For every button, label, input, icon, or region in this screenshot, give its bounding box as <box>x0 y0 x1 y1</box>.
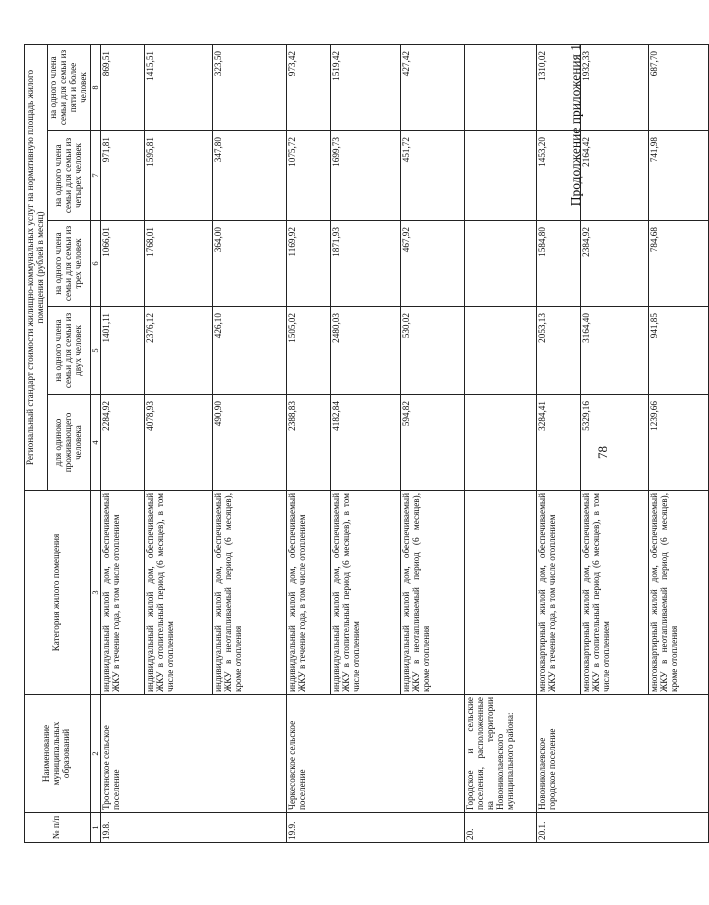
table-row <box>100 44 144 842</box>
value-cell: 687,70 <box>648 44 708 130</box>
municipality-name: Черкесовское сельское поселение <box>286 695 464 813</box>
value-cell: 1066,01 <box>100 221 144 307</box>
housing-category: многоквартирный жилой дом, обеспечиваемый ЖКУ в неотапливаемый период (6 месяцев), кроме отопления <box>648 491 708 695</box>
value-cell: 490,90 <box>212 395 286 491</box>
column-index-row <box>90 44 100 842</box>
value-cell: 467,92 <box>400 221 464 307</box>
housing-category: индивидуальный жилой дом, обеспечиваемый ЖКУ в течение года, в том числе отоплением <box>100 491 144 695</box>
value-cell: 3164,40 <box>580 307 648 395</box>
value-cell: 1505,02 <box>286 307 330 395</box>
value-cell: 1075,72 <box>286 131 330 221</box>
subheader-3: на одного члена семьи для семьи из трех человек <box>47 221 90 307</box>
value-cell: 323,50 <box>212 44 286 130</box>
table-row <box>286 44 330 842</box>
value-cell: 2053,13 <box>536 307 580 395</box>
value-cell: 3284,41 <box>536 395 580 491</box>
housing-category: индивидуальный жилой дом, обеспечиваемый ЖКУ в отопительный период (6 месяцев), в том числе отоплением <box>144 491 212 695</box>
value-cell: 1871,93 <box>330 221 400 307</box>
table-row <box>464 44 536 842</box>
value-cell: 1595,81 <box>144 131 212 221</box>
value-cell: 2388,83 <box>286 395 330 491</box>
value-cell: 2284,92 <box>100 395 144 491</box>
index-7: 7 <box>90 131 100 221</box>
continuation-note: Продолжение приложения 1 <box>568 44 583 207</box>
index-4: 4 <box>90 395 100 491</box>
subheader-2: на одного члена семьи для семьи из двух человек <box>47 307 90 395</box>
value-cell: 426,10 <box>212 307 286 395</box>
value-cell: 347,80 <box>212 131 286 221</box>
value-cell: 1169,92 <box>286 221 330 307</box>
value-cell <box>464 395 536 491</box>
index-8: 8 <box>90 44 100 130</box>
value-cell <box>464 131 536 221</box>
value-cell: 869,51 <box>100 44 144 130</box>
value-cell: 530,02 <box>400 307 464 395</box>
table-row <box>536 44 580 842</box>
index-3: 3 <box>90 491 100 695</box>
row-number: 19.8. <box>100 813 286 843</box>
value-cell: 973,42 <box>286 44 330 130</box>
header-name: Наименование муниципальных образований <box>25 695 91 813</box>
value-cell: 2164,42 <box>580 131 648 221</box>
page-number: 78 <box>595 446 610 459</box>
value-cell: 2384,92 <box>580 221 648 307</box>
row-number: 20.1. <box>536 813 708 843</box>
value-cell <box>464 221 536 307</box>
header-no: № п/п <box>25 813 91 843</box>
value-cell: 1699,73 <box>330 131 400 221</box>
value-cell: 971,81 <box>100 131 144 221</box>
housing-category: индивидуальный жилой дом, обеспечиваемый ЖКУ в неотапливаемый период (6 месяцев), кроме отопления <box>400 491 464 695</box>
row-number: 19.9. <box>286 813 464 843</box>
index-2: 2 <box>90 695 100 813</box>
value-cell: 1401,11 <box>100 307 144 395</box>
header-standard: Региональный стандарт стоимости жилищно-коммунальных услуг на нормативную площадь жилого помещения (рублей в месяц) <box>25 44 48 490</box>
value-cell: 1932,33 <box>580 44 648 130</box>
value-cell: 427,42 <box>400 44 464 130</box>
subheader-4: на одного члена семьи для семьи из четырех человек <box>47 131 90 221</box>
municipality-name: Новониколаевское городское поселение <box>536 695 708 813</box>
housing-category: многоквартирный жилой дом, обеспечиваемый ЖКУ в отопительный период (6 месяцев), в том числе отоплением <box>580 491 648 695</box>
standards-table <box>24 44 709 843</box>
value-cell: 5329,16 <box>580 395 648 491</box>
value-cell: 1239,66 <box>648 395 708 491</box>
value-cell: 1768,01 <box>144 221 212 307</box>
value-cell: 2376,12 <box>144 307 212 395</box>
housing-category <box>464 491 536 695</box>
row-number: 20. <box>464 813 536 843</box>
municipality-name: Городское и сельские поселения, расположенные на территории Новониколаевского муниципального района: <box>464 695 536 813</box>
index-6: 6 <box>90 221 100 307</box>
value-cell: 784,68 <box>648 221 708 307</box>
housing-category: индивидуальный жилой дом, обеспечиваемый ЖКУ в отопительный период (6 месяцев), в том числе отоплением <box>330 491 400 695</box>
subheader-1: для одиноко проживающего человека <box>47 395 90 491</box>
value-cell: 1415,51 <box>144 44 212 130</box>
value-cell: 364,00 <box>212 221 286 307</box>
housing-category: индивидуальный жилой дом, обеспечиваемый ЖКУ в течение года, в том числе отоплением <box>286 491 330 695</box>
housing-category: многоквартирный жилой дом, обеспечиваемый ЖКУ в течение года, в том числе отоплением <box>536 491 580 695</box>
value-cell: 4182,84 <box>330 395 400 491</box>
value-cell <box>464 307 536 395</box>
municipality-name: Тростянское сельское поселение <box>100 695 286 813</box>
value-cell <box>464 44 536 130</box>
value-cell: 2480,03 <box>330 307 400 395</box>
housing-category: индивидуальный жилой дом, обеспечиваемый ЖКУ в неотапливаемый период (6 месяцев), кроме отопления <box>212 491 286 695</box>
header-category: Категория жилого помещения <box>25 491 91 695</box>
value-cell: 451,72 <box>400 131 464 221</box>
subheader-5: на одного члена семьи для семьи из пяти и более человек <box>47 44 90 130</box>
value-cell: 4078,93 <box>144 395 212 491</box>
value-cell: 941,85 <box>648 307 708 395</box>
value-cell: 594,82 <box>400 395 464 491</box>
value-cell: 741,98 <box>648 131 708 221</box>
value-cell: 1453,20 <box>536 131 580 221</box>
value-cell: 1584,80 <box>536 221 580 307</box>
index-5: 5 <box>90 307 100 395</box>
value-cell: 1310,02 <box>536 44 580 130</box>
index-1: 1 <box>90 813 100 843</box>
value-cell: 1519,42 <box>330 44 400 130</box>
